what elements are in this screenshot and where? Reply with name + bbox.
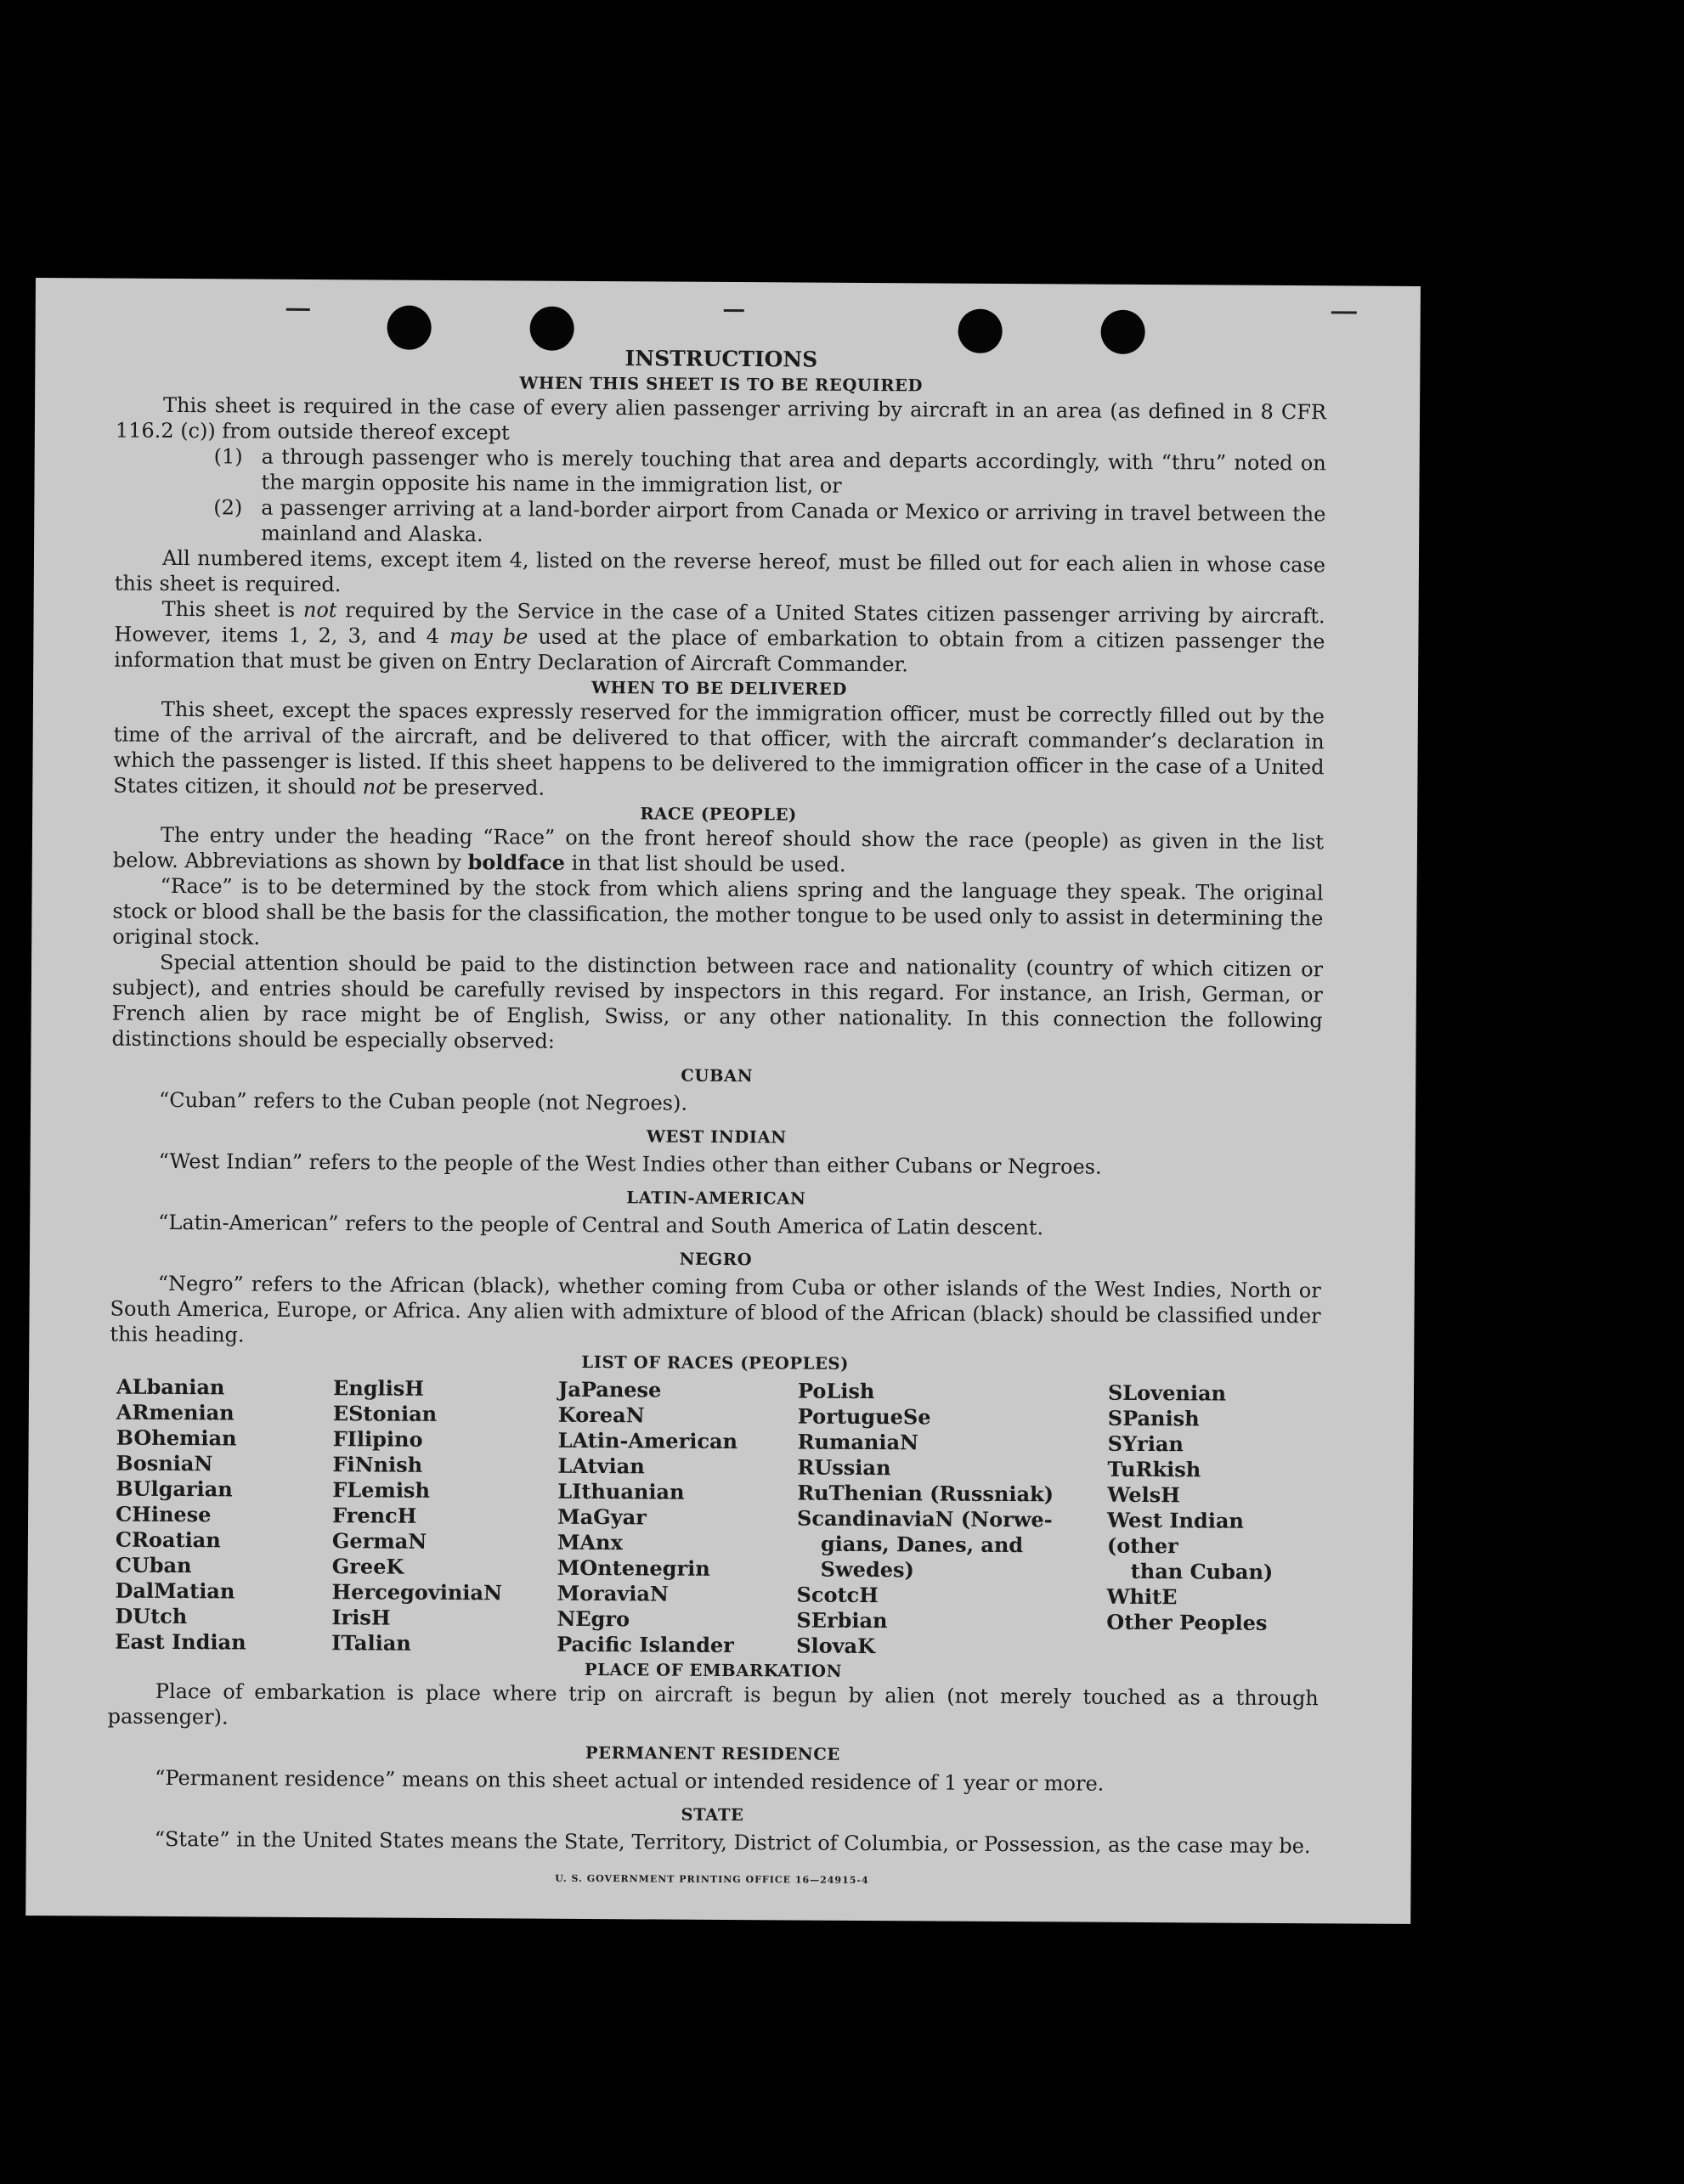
race-entry: PortugueSe — [797, 1403, 931, 1430]
section-heading: LIST OF RACES (PEOPLES) — [581, 1352, 850, 1374]
race-entry: FrencH — [332, 1503, 417, 1528]
section-heading: CUBAN — [681, 1065, 754, 1086]
races-column — [325, 1375, 551, 1657]
race-entry: DUtch — [115, 1603, 188, 1629]
paper-speck — [724, 309, 744, 312]
race-entry: PoLish — [797, 1378, 875, 1404]
section-heading: WHEN TO BE DELIVERED — [591, 678, 848, 699]
paragraph: “Race” is to be determined by the stock from which aliens spring and the language they speak. The original stock or blood shall be the basis for the classification, the mother tongue to be used only to assist in determining the original stock. — [112, 873, 1324, 950]
paragraph: “Negro” refers to the African (black), whether coming from Cuba or other islands of the West Indies, North or South America, Europe, or Africa. Any alien with admixture of blood of the African (black) should be classified under this heading. — [110, 1271, 1321, 1347]
paragraph: This sheet, except the spaces expressly reserved for the immigration officer, must be correctly filled out by the time of the arrival of the aircraft, and be delivered to that officer, with the aircraft commander’s declaration in which the passenger is listed. If this sheet happens to be delivered to the immigration officer in the case of a United States citizen, it should not be preserved. — [113, 697, 1325, 800]
section-heading: NEGRO — [679, 1249, 753, 1270]
race-entry: Pacific Islander — [557, 1631, 734, 1658]
race-entry: LAtin-American — [557, 1427, 738, 1454]
section-heading: LATIN-AMERICAN — [626, 1188, 806, 1209]
races-column — [1099, 1380, 1314, 1662]
races-column — [789, 1378, 1101, 1660]
race-entry: MAnx — [557, 1529, 623, 1555]
race-entry: ScandinaviaN (Norwe- — [797, 1505, 1053, 1532]
races-table — [108, 1374, 1320, 1662]
paragraph: “Latin-American” refers to the people of Central and South America of Latin descent. — [158, 1210, 1044, 1240]
race-entry: KoreaN — [557, 1402, 645, 1428]
paragraph: Place of embarkation is place where trip on aircraft is begun by alien (not merely touched as a through passenger). — [107, 1679, 1319, 1730]
race-entry: BosniaN — [116, 1450, 213, 1476]
race-entry: IrisH — [331, 1605, 391, 1630]
race-entry: ARmenian — [116, 1399, 235, 1425]
race-entry: SlovaK — [796, 1633, 876, 1659]
race-entry: SYrian — [1107, 1431, 1184, 1457]
race-entry: GreeK — [331, 1554, 404, 1579]
race-entry: HercegoviniaN — [331, 1579, 503, 1606]
paper-speck — [286, 308, 310, 311]
race-entry: TuRkish — [1107, 1456, 1201, 1482]
race-entry: BOhemian — [116, 1425, 237, 1451]
item-text: a through passenger who is merely touching that area and departs accordingly, with “thru” noted on the margin opposite his name in the immigration list, or — [261, 444, 1326, 498]
paragraph: “Cuban” refers to the Cuban people (not Negroes). — [159, 1087, 688, 1115]
section-heading: PLACE OF EMBARKATION — [584, 1659, 843, 1681]
race-entry: DalMatian — [115, 1577, 235, 1604]
race-entry: East Indian — [115, 1628, 246, 1655]
paragraph: This sheet is required in the case of every alien passenger arriving by aircraft in an area (as defined in 8 CFR 116.2 (c)) from outside thereof except — [115, 392, 1327, 445]
race-entry: JaPanese — [557, 1376, 662, 1402]
race-entry: CRoatian — [115, 1527, 221, 1553]
race-entry: RUssian — [797, 1454, 891, 1481]
race-entry: LAtvian — [557, 1453, 645, 1479]
race-entry: WhitE — [1106, 1583, 1178, 1610]
item-number: (1) — [213, 444, 243, 469]
race-entry: FIlipino — [332, 1426, 423, 1452]
race-entry: ScotcH — [796, 1582, 879, 1608]
printer-imprint: U. S. GOVERNMENT PRINTING OFFICE 16—24915-4 — [555, 1872, 869, 1887]
section-heading: PERMANENT RESIDENCE — [585, 1742, 840, 1764]
section-heading: RACE (PEOPLE) — [640, 804, 797, 825]
section-heading: WHEN THIS SHEET IS TO BE REQUIRED — [519, 373, 924, 396]
paragraph: “West Indian” refers to the people of the West Indies other than either Cubans or Negroes. — [158, 1148, 1102, 1179]
race-entry: MoraviaN — [557, 1580, 669, 1606]
list-item — [115, 443, 1325, 502]
race-entry: Swedes) — [820, 1556, 915, 1583]
paper-speck — [1331, 311, 1357, 313]
race-entry: RuThenian (Russniak) — [797, 1480, 1054, 1507]
race-entry: MOntenegrin — [557, 1555, 710, 1581]
race-entry: FLemish — [332, 1477, 431, 1503]
instructions-content — [106, 340, 1326, 1897]
race-entry: WelsH — [1107, 1481, 1180, 1508]
race-entry: West Indian (other — [1106, 1507, 1244, 1559]
section-heading: WEST INDIAN — [646, 1126, 787, 1148]
race-entry: BUlgarian — [116, 1476, 233, 1502]
paragraph: “State” in the United States means the State, Territory, District of Columbia, or Possession, as the case may be. — [154, 1826, 1311, 1859]
races-column — [550, 1377, 791, 1659]
race-entry: GermaN — [331, 1528, 427, 1554]
paragraph: This sheet is not required by the Service in the case of a United States citizen passenger arriving by aircraft. However, items 1, 2, 3, and 4 may be used at the place of embarkation to obtain from a citizen passenger the information that must be given on Entry Declaration of Aircraft Commander. — [114, 596, 1325, 677]
race-entry: CUban — [115, 1552, 192, 1578]
paragraph: Special attention should be paid to the distinction between race and nationality (country of which citizen or subject), and entries should be carefully revised by inspectors in this regard. For instance, an Irish, German, or French alien by race might be of English, Swiss, or any other nationality. In this connection the following distinctions should be especially observed: — [111, 950, 1324, 1053]
list-item — [115, 494, 1325, 553]
paragraph: All numbered items, except item 4, listed on the reverse hereof, must be filled out for each alien in whose case this sheet is required. — [114, 545, 1326, 597]
race-entry: RumaniaN — [797, 1429, 919, 1455]
page-title: INSTRUCTIONS — [624, 346, 818, 372]
race-entry: SErbian — [796, 1607, 888, 1634]
section-heading: STATE — [681, 1804, 744, 1826]
race-entry: EnglisH — [332, 1375, 425, 1401]
race-entry: Other Peoples — [1106, 1609, 1268, 1635]
item-text: a passenger arriving at a land-border airport from Canada or Mexico or arriving in travel between the mainland and Alaska. — [261, 495, 1326, 547]
race-entry: ALbanian — [116, 1374, 225, 1400]
race-entry: LIthuanian — [557, 1478, 685, 1504]
race-entry: EStonian — [332, 1401, 438, 1426]
race-entry: SLovenian — [1107, 1380, 1227, 1406]
race-entry: CHinese — [116, 1501, 212, 1527]
race-entry: gians, Danes, and — [820, 1531, 1024, 1558]
document-sheet — [25, 278, 1421, 1924]
race-entry: SPanish — [1107, 1405, 1200, 1431]
race-entry: FiNnish — [332, 1452, 423, 1477]
races-column — [108, 1374, 326, 1656]
paragraph: The entry under the heading “Race” on the front hereof should show the race (people) as given in the list below. Abbreviations as shown by boldface in that list should be used. — [112, 822, 1325, 877]
race-entry: MaGyar — [557, 1504, 647, 1530]
item-number: (2) — [213, 495, 243, 520]
race-entry: than Cuban) — [1130, 1558, 1274, 1584]
paragraph: “Permanent residence” means on this sheet actual or intended residence of 1 year or more. — [155, 1765, 1105, 1796]
race-entry: ITalian — [331, 1630, 411, 1656]
race-entry: NEgro — [557, 1606, 630, 1632]
